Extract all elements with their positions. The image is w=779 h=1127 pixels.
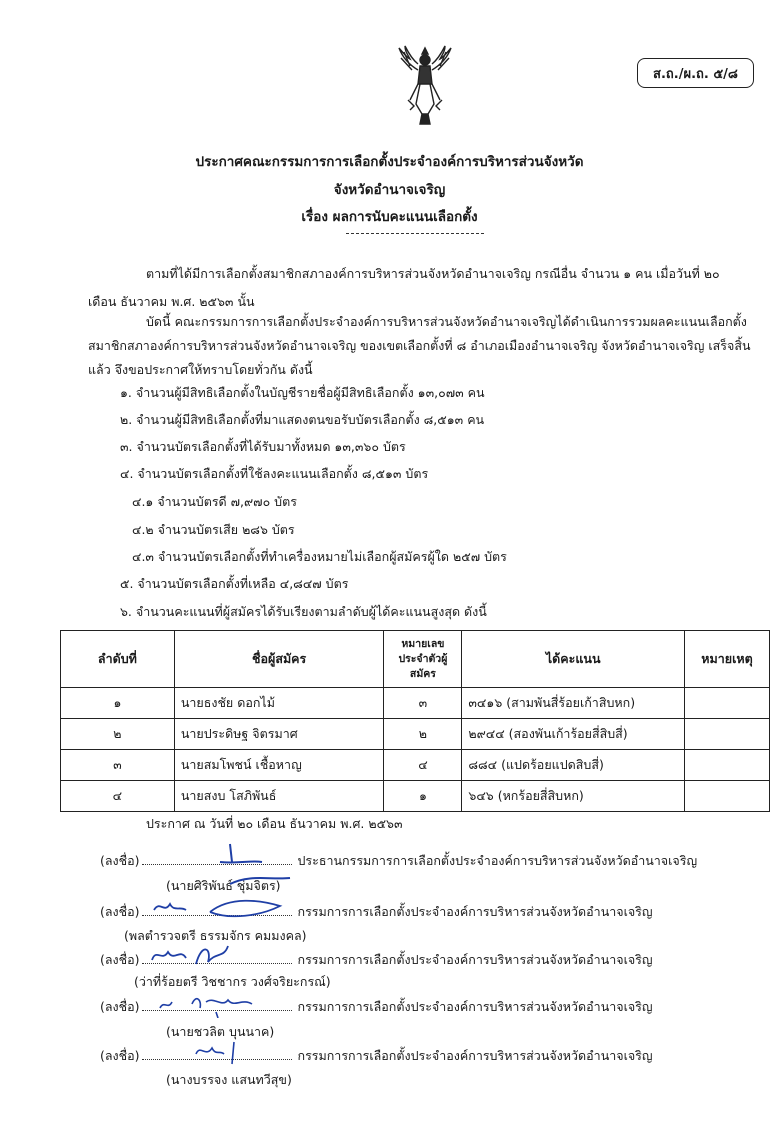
signer-name-4: (นายชวลิต บุนนาค)	[166, 1024, 275, 1039]
item-3: ๓. จำนวนบัตรเลือกตั้งที่ได้รับมาทั้งหมด ๑๓,๓๖๐ บัตร	[120, 439, 406, 454]
cell-rank: ๔	[61, 781, 175, 812]
garuda-emblem-icon	[396, 44, 454, 126]
paragraph-1-line-2: เดือน ธันวาคม พ.ศ. ๒๕๖๓ นั้น	[88, 294, 255, 309]
cell-votes: ๘๘๔ (แปดร้อยแปดสิบสี่)	[462, 750, 685, 781]
paragraph-2-line-2: สมาชิกสภาองค์การบริหารส่วนจังหวัดอำนาจเจริญ ของเขตเลือกตั้งที่ ๘ อำเภอเมืองอำนาจเจริญ จังหวัดอำนาจเจริญ เสร็จสิ้น	[88, 338, 751, 353]
header-number	[384, 631, 462, 688]
sign-prefix: (ลงชื่อ)	[100, 1048, 140, 1063]
cell-number: ๔	[384, 750, 462, 781]
table-row	[61, 688, 770, 719]
cell-votes: ๖๔๖ (หกร้อยสี่สิบหก)	[462, 781, 685, 812]
signature-line-5	[100, 1046, 653, 1066]
header-number-line-2: ประจำตัวผู้สมัคร	[398, 652, 448, 680]
signer-role: กรรมการการเลือกตั้งประจำองค์การบริหารส่วนจังหวัดอำนาจเจริญ	[297, 952, 653, 967]
subject-title: เรื่อง ผลการนับคะแนนเลือกตั้ง	[301, 209, 478, 225]
signer-role: ประธานกรรมการการเลือกตั้งประจำองค์การบริหารส่วนจังหวัดอำนาจเจริญ	[297, 853, 698, 868]
paragraph-2-line-3: แล้ว จึงขอประกาศให้ทราบโดยทั่วกัน ดังนี้	[88, 362, 313, 377]
signer-name-5: (นางบรรจง แสนทวีสุข)	[166, 1072, 292, 1087]
header-name: ชื่อผู้สมัคร	[174, 631, 384, 688]
header-note: หมายเหตุ	[685, 631, 770, 688]
cell-note	[685, 781, 770, 812]
cell-votes: ๓๔๑๖ (สามพันสี่ร้อยเก้าสิบหก)	[462, 688, 685, 719]
signer-name-1: (นายศิริพันธ์ ชุ่มจิตร)	[166, 878, 281, 893]
signer-role: กรรมการการเลือกตั้งประจำองค์การบริหารส่วนจังหวัดอำนาจเจริญ	[297, 1048, 653, 1063]
table-row	[61, 719, 770, 750]
cell-number: ๓	[384, 688, 462, 719]
header-number-line-1: หมายเลข	[401, 637, 445, 650]
item-1: ๑. จำนวนผู้มีสิทธิเลือกตั้งในบัญชีรายชื่อผู้มีสิทธิเลือกตั้ง ๑๓,๐๗๓ คน	[120, 385, 485, 400]
cell-note	[685, 719, 770, 750]
cell-name: นายสมโพชน์ เชื้อหาญ	[174, 750, 384, 781]
signer-role: กรรมการการเลือกตั้งประจำองค์การบริหารส่วนจังหวัดอำนาจเจริญ	[297, 904, 653, 919]
results-table	[60, 630, 770, 812]
item-4-1: ๔.๑ จำนวนบัตรดี ๗,๙๗๐ บัตร	[132, 494, 297, 509]
table-row	[61, 750, 770, 781]
announcement-date: ประกาศ ณ วันที่ ๒๐ เดือน ธันวาคม พ.ศ. ๒๕๖๓	[146, 816, 403, 831]
item-6: ๖. จำนวนคะแนนที่ผู้สมัครได้รับเรียงตามลำดับผู้ได้คะแนนสูงสุด ดังนี้	[120, 604, 487, 619]
cell-number: ๒	[384, 719, 462, 750]
table-row	[61, 781, 770, 812]
cell-rank: ๒	[61, 719, 175, 750]
cell-note	[685, 688, 770, 719]
handwritten-signature-4	[156, 986, 266, 1018]
cell-number: ๑	[384, 781, 462, 812]
sign-prefix: (ลงชื่อ)	[100, 999, 140, 1014]
item-4-3: ๔.๓ จำนวนบัตรเลือกตั้งที่ทำเครื่องหมายไม่เลือกผู้สมัครผู้ใด ๒๕๗ บัตร	[132, 549, 507, 564]
header-rank: ลำดับที่	[61, 631, 175, 688]
form-code: ส.ถ./ผ.ถ. ๕/๘	[653, 66, 738, 82]
handwritten-signature-3	[148, 938, 238, 972]
signer-name-2: (พลตำรวจตรี ธรรมจักร คมมงคล)	[124, 928, 307, 943]
item-2: ๒. จำนวนผู้มีสิทธิเลือกตั้งที่มาแสดงตนขอรับบัตรเลือกตั้ง ๘,๕๑๓ คน	[120, 412, 485, 427]
handwritten-signature-2	[150, 890, 290, 924]
header-votes: ได้คะแนน	[462, 631, 685, 688]
cell-name: นายประดิษฐ จิตรมาศ	[174, 719, 384, 750]
cell-rank: ๑	[61, 688, 175, 719]
handwritten-signature-5	[190, 1036, 250, 1066]
table-header-row	[61, 631, 770, 688]
cell-note	[685, 750, 770, 781]
cell-rank: ๓	[61, 750, 175, 781]
item-4: ๔. จำนวนบัตรเลือกตั้งที่ใช้ลงคะแนนเลือกตั้ง ๘,๕๑๓ บัตร	[120, 466, 429, 481]
signer-role: กรรมการการเลือกตั้งประจำองค์การบริหารส่วนจังหวัดอำนาจเจริญ	[297, 999, 653, 1014]
sign-prefix: (ลงชื่อ)	[100, 853, 140, 868]
paragraph-1-line-1: ตามที่ได้มีการเลือกตั้งสมาชิกสภาองค์การบริหารส่วนจังหวัดอำนาจเจริญ กรณีอื่น จำนวน ๑ คน เมื่อวันที่ ๒๐	[146, 266, 720, 281]
sign-prefix: (ลงชื่อ)	[100, 952, 140, 967]
item-4-2: ๔.๒ จำนวนบัตรเสีย ๒๘๖ บัตร	[132, 522, 295, 537]
title-divider	[346, 233, 484, 234]
cell-name: นายธงชัย ดอกไม้	[174, 688, 384, 719]
item-5: ๕. จำนวนบัตรเลือกตั้งที่เหลือ ๔,๘๔๗ บัตร	[120, 576, 349, 591]
announcement-title: ประกาศคณะกรรมการการเลือกตั้งประจำองค์การบริหารส่วนจังหวัด	[195, 154, 584, 170]
form-code-box	[637, 58, 754, 88]
paragraph-2-line-1: บัดนี้ คณะกรรมการการเลือกตั้งประจำองค์การบริหารส่วนจังหวัดอำนาจเจริญได้ดำเนินการรวมผลคะแนนเลือกตั้ง	[146, 314, 747, 329]
cell-name: นายสงบ โสภิพันธ์	[174, 781, 384, 812]
handwritten-signature-1	[190, 838, 310, 898]
province-title: จังหวัดอำนาจเจริญ	[333, 182, 446, 198]
signer-name-3: (ว่าที่ร้อยตรี วิชชากร วงศ์จริยะกรณ์)	[134, 974, 331, 989]
sign-prefix: (ลงชื่อ)	[100, 904, 140, 919]
cell-votes: ๒๙๔๔ (สองพันเก้าร้อยสี่สิบสี่)	[462, 719, 685, 750]
